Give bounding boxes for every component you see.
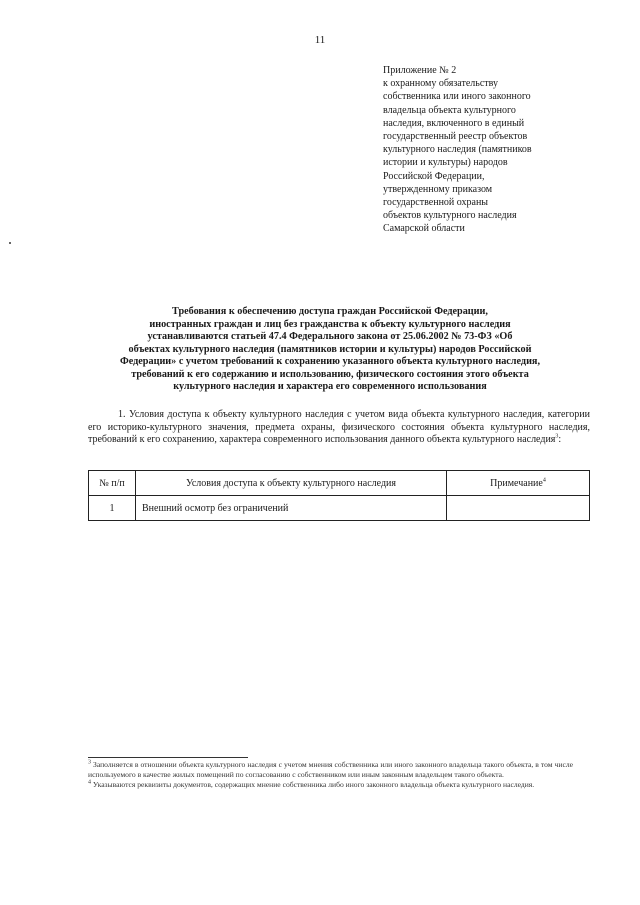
cell-condition: Внешний осмотр без ограничений bbox=[136, 496, 447, 521]
footnote-text: Указываются реквизиты документов, содержащих мнение собственника либо иного законного владельца объекта культурного наследия. bbox=[92, 780, 535, 790]
appendix-line: истории и культуры) народов bbox=[383, 157, 508, 169]
title-line: объектах культурного наследия (памятников истории и культуры) народов Российской bbox=[128, 343, 532, 355]
cell-note bbox=[447, 496, 590, 521]
footnotes bbox=[88, 760, 573, 791]
footnote-number: 4 bbox=[88, 779, 91, 786]
appendix-line: утвержденному приказом bbox=[383, 183, 493, 195]
footnote-separator bbox=[88, 757, 248, 758]
page-number: 11 bbox=[314, 34, 326, 46]
header-note bbox=[447, 471, 590, 496]
appendix-line: Российской Федерации, bbox=[383, 170, 485, 182]
appendix-line: владельца объекта культурного bbox=[383, 104, 516, 116]
title-line: иностранных граждан и лиц без гражданства к объекту культурного наследия bbox=[149, 318, 511, 330]
title-line: культурного наследия и характера его современного использования bbox=[173, 381, 487, 392]
access-conditions-paragraph bbox=[88, 409, 590, 447]
table-header-row bbox=[89, 471, 590, 496]
access-conditions-table bbox=[88, 470, 590, 521]
title-line: устанавливаются статьей 47.4 Федерального закона от 25.06.2002 № 73-ФЗ «Об bbox=[147, 331, 513, 342]
title-line: Требования к обеспечению доступа граждан Российской Федерации, bbox=[172, 306, 488, 317]
appendix-line: государственный реестр объектов bbox=[383, 131, 528, 143]
table-row bbox=[89, 496, 590, 521]
header-note-label: Примечание bbox=[490, 477, 543, 489]
appendix-line: объектов культурного наследия bbox=[383, 210, 517, 222]
appendix-line: Приложение № 2 bbox=[383, 65, 457, 76]
appendix-block bbox=[383, 64, 613, 236]
title-line: Федерации» с учетом требований к сохранению указанного объекта культурного наследия, bbox=[120, 356, 540, 367]
footnote-text: Заполняется в отношении объекта культурного наследия с учетом мнения собственника или иного законного владельца такого объекта, в том числе используемого в качестве жилых помещений по согласованию с собственником или иным законным владельцем такого объекта. bbox=[88, 760, 573, 779]
appendix-line: культурного наследия (памятников bbox=[383, 144, 532, 156]
scan-dot bbox=[9, 242, 11, 244]
appendix-line: государственной охраны bbox=[383, 197, 489, 209]
footnote bbox=[88, 780, 573, 790]
paragraph-colon: : bbox=[558, 434, 562, 446]
footnote-ref: 4 bbox=[542, 477, 546, 484]
footnote-number: 3 bbox=[88, 759, 91, 766]
appendix-line: собственника или иного законного bbox=[383, 91, 531, 103]
document-title bbox=[70, 306, 590, 394]
appendix-line: наследия, включенного в единый bbox=[383, 117, 525, 129]
paragraph-text: 1. Условия доступа к объекту культурного наследия с учетом вида объекта культурного наследия, категории его историко-культурного значения, предмета охраны, физического состояния объекта культурного наследия, требований к его сохранению, характера современного использования данного объекта культурного наследия bbox=[88, 409, 590, 446]
appendix-line: Самарской области bbox=[383, 223, 465, 235]
appendix-line: к охранному обязательству bbox=[383, 78, 499, 90]
title-line: требований к его содержанию и использованию, физического состояния этого объекта bbox=[131, 368, 529, 380]
footnote bbox=[88, 760, 573, 779]
header-condition: Условия доступа к объекту культурного наследия bbox=[136, 471, 447, 496]
footnote-ref: 3 bbox=[555, 433, 559, 440]
cell-num: 1 bbox=[89, 496, 136, 521]
header-num: № п/п bbox=[89, 471, 136, 496]
